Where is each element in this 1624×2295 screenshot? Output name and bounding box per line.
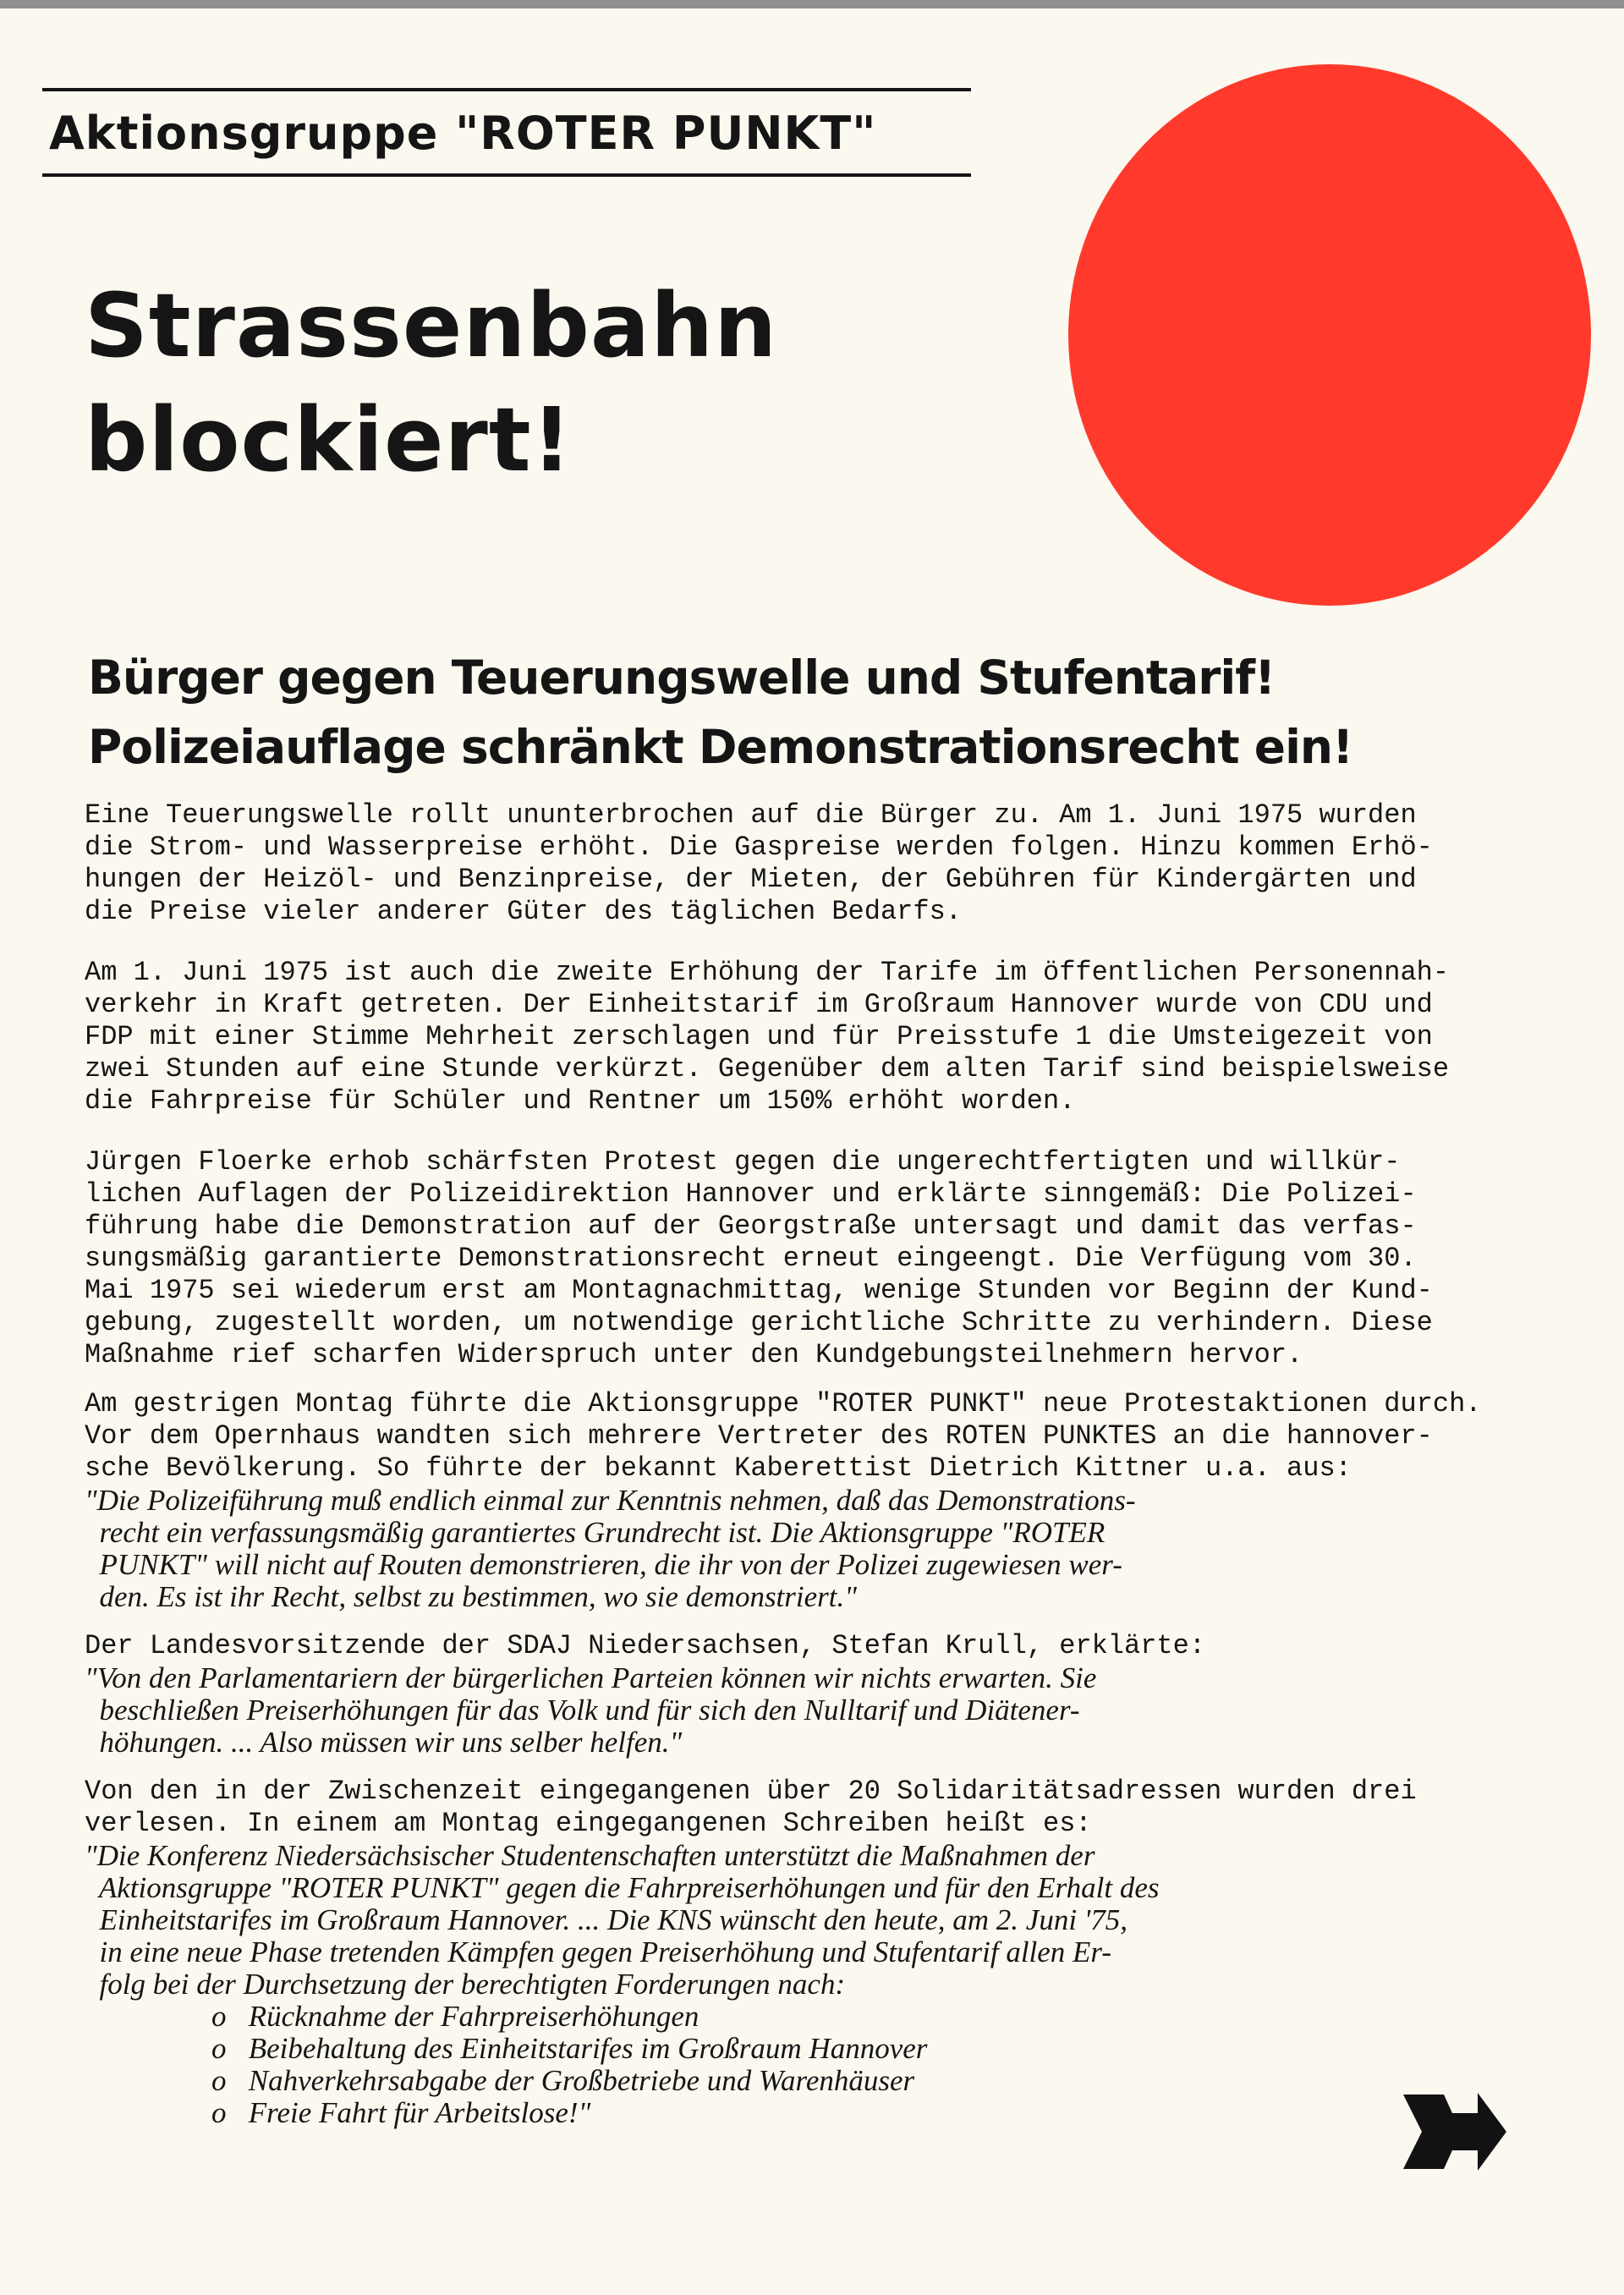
bottom-rule xyxy=(42,173,971,177)
text-line: gebung, zugestellt worden, um notwendige gerichtliche Schritte zu verhindern. Diese xyxy=(85,1307,1433,1338)
red-dot-logo xyxy=(1068,64,1591,606)
quote-line: "Die Polizeiführung muß endlich einmal zur Kenntnis nehmen, daß das Demonstrations- xyxy=(85,1484,1136,1517)
text-line: Jürgen Floerke erhob schärfsten Protest gegen die ungerechtfertigten und willkür- xyxy=(85,1146,1401,1178)
scan-top-edge xyxy=(0,0,1624,8)
text-line: verkehr in Kraft getreten. Der Einheitstarif im Großraum Hannover wurde von CDU und xyxy=(85,989,1433,1020)
text-line: verlesen. In einem am Montag eingegangenen Schreiben heißt es: xyxy=(85,1808,1092,1839)
paragraph-prices xyxy=(85,799,1506,928)
headline-line: Strassenbahn xyxy=(85,274,778,377)
demands-list xyxy=(85,2001,1506,2129)
top-rule xyxy=(42,88,971,91)
paragraph-protest xyxy=(85,1146,1506,1371)
text-line: zwei Stunden auf eine Stunde verkürzt. Gegenüber dem alten Tarif sind beispielsweise xyxy=(85,1053,1450,1084)
quote-kittner xyxy=(85,1485,1506,1613)
headline-line: blockiert! xyxy=(85,388,573,491)
quote-line: PUNKT" will nicht auf Routen demonstrieren, die ihr von der Polizei zugewiesen wer- xyxy=(85,1548,1122,1581)
text-line: Am gestrigen Montag führte die Aktionsgruppe "ROTER PUNKT" neue Protestaktionen durch. xyxy=(85,1388,1482,1419)
text-line: Am 1. Juni 1975 ist auch die zweite Erhöhung der Tarife im öffentlichen Personennah- xyxy=(85,957,1450,988)
quote-line: recht ein verfassungsmäßig garantiertes Grundrecht ist. Die Aktionsgruppe "ROTER xyxy=(85,1516,1106,1549)
quote-line: Einheitstarifes im Großraum Hannover. ... Die KNS wünscht den heute, am 2. Juni '75, xyxy=(85,1903,1128,1936)
text-line: sungsmäßig garantierte Demonstrationsrecht erneut eingeengt. Die Verfügung vom 30. xyxy=(85,1243,1417,1274)
paragraph-tariffs xyxy=(85,957,1506,1117)
text-line: Maßnahme rief scharfen Widerspruch unter den Kundgebungsteilnehmern hervor. xyxy=(85,1339,1303,1370)
quote-kns xyxy=(85,1840,1506,2001)
quote-line: "Die Konferenz Niedersächsischer Studentenschaften unterstützt die Maßnahmen der xyxy=(85,1839,1095,1872)
text-line: Von den in der Zwischenzeit eingegangenen über 20 Solidaritätsadressen wurden drei xyxy=(85,1776,1417,1807)
quote-krull xyxy=(85,1662,1506,1759)
subheadings xyxy=(88,643,1352,782)
quote-line: folg bei der Durchsetzung der berechtigten Forderungen nach: xyxy=(85,1968,846,2001)
text-line: sche Bevölkerung. So führte der bekannt Kaberettist Dietrich Kittner u.a. aus: xyxy=(85,1452,1352,1484)
organization-title: Aktionsgruppe "ROTER PUNKT" xyxy=(49,107,877,160)
continue-arrow-icon xyxy=(1400,2089,1508,2174)
organization-header xyxy=(42,88,971,177)
list-item: o Freie Fahrt für Arbeitslose!" xyxy=(211,2096,591,2129)
quote-line: "Von den Parlamentariern der bürgerlichen Parteien können wir nichts erwarten. Sie xyxy=(85,1661,1097,1694)
text-line: lichen Auflagen der Polizeidirektion Hannover und erklärte sinngemäß: Die Polizei- xyxy=(85,1178,1417,1210)
text-line: die Preise vieler anderer Güter des täglichen Bedarfs. xyxy=(85,896,962,927)
text-line: Eine Teuerungswelle rollt ununterbrochen auf die Bürger zu. Am 1. Juni 1975 wurden xyxy=(85,799,1417,831)
text-line: die Fahrpreise für Schüler und Rentner um 150% erhöht worden. xyxy=(85,1085,1076,1117)
quote-line: den. Es ist ihr Recht, selbst zu bestimmen, wo sie demonstriert." xyxy=(85,1580,857,1613)
text-line: hungen der Heizöl- und Benzinpreise, der Mieten, der Gebühren für Kindergärten und xyxy=(85,864,1417,895)
subheading: Bürger gegen Teuerungswelle und Stufentarif! xyxy=(88,651,1276,705)
page-title xyxy=(85,269,777,497)
list-item: o Beibehaltung des Einheitstarifes im Großraum Hannover xyxy=(211,2032,928,2065)
paragraph-solidarity xyxy=(85,1776,1506,1840)
text-line: Der Landesvorsitzende der SDAJ Niedersachsen, Stefan Krull, erklärte: xyxy=(85,1630,1206,1661)
quote-line: beschließen Preiserhöhungen für das Volk und für sich den Nulltarif und Diätener- xyxy=(85,1694,1080,1727)
paragraph-action xyxy=(85,1388,1506,1485)
quote-line: Aktionsgruppe "ROTER PUNKT" gegen die Fahrpreiserhöhungen und für den Erhalt des xyxy=(85,1871,1160,1904)
text-line: Mai 1975 sei wiederum erst am Montagnachmittag, wenige Stunden vor Beginn der Kund- xyxy=(85,1275,1433,1306)
list-item: o Nahverkehrsabgabe der Großbetriebe und Warenhäuser xyxy=(211,2064,915,2097)
text-line: die Strom- und Wasserpreise erhöht. Die Gaspreise werden folgen. Hinzu kommen Erhö- xyxy=(85,832,1433,863)
quote-line: höhungen. ... Also müssen wir uns selber helfen." xyxy=(85,1726,683,1759)
article-body xyxy=(85,799,1506,2129)
quote-line: in eine neue Phase tretenden Kämpfen gegen Preiserhöhung und Stufentarif allen Er- xyxy=(85,1935,1112,1968)
paragraph-sdaj xyxy=(85,1630,1506,1662)
text-line: führung habe die Demonstration auf der Georgstraße untersagt und damit das verfas- xyxy=(85,1211,1417,1242)
text-line: FDP mit einer Stimme Mehrheit zerschlagen und für Preisstufe 1 die Umsteigezeit von xyxy=(85,1021,1433,1052)
subheading: Polizeiauflage schränkt Demonstrationsrecht ein! xyxy=(88,720,1353,774)
list-item: o Rücknahme der Fahrpreiserhöhungen xyxy=(211,2000,700,2033)
text-line: Vor dem Opernhaus wandten sich mehrere Vertreter des ROTEN PUNKTES an die hannover- xyxy=(85,1420,1433,1452)
